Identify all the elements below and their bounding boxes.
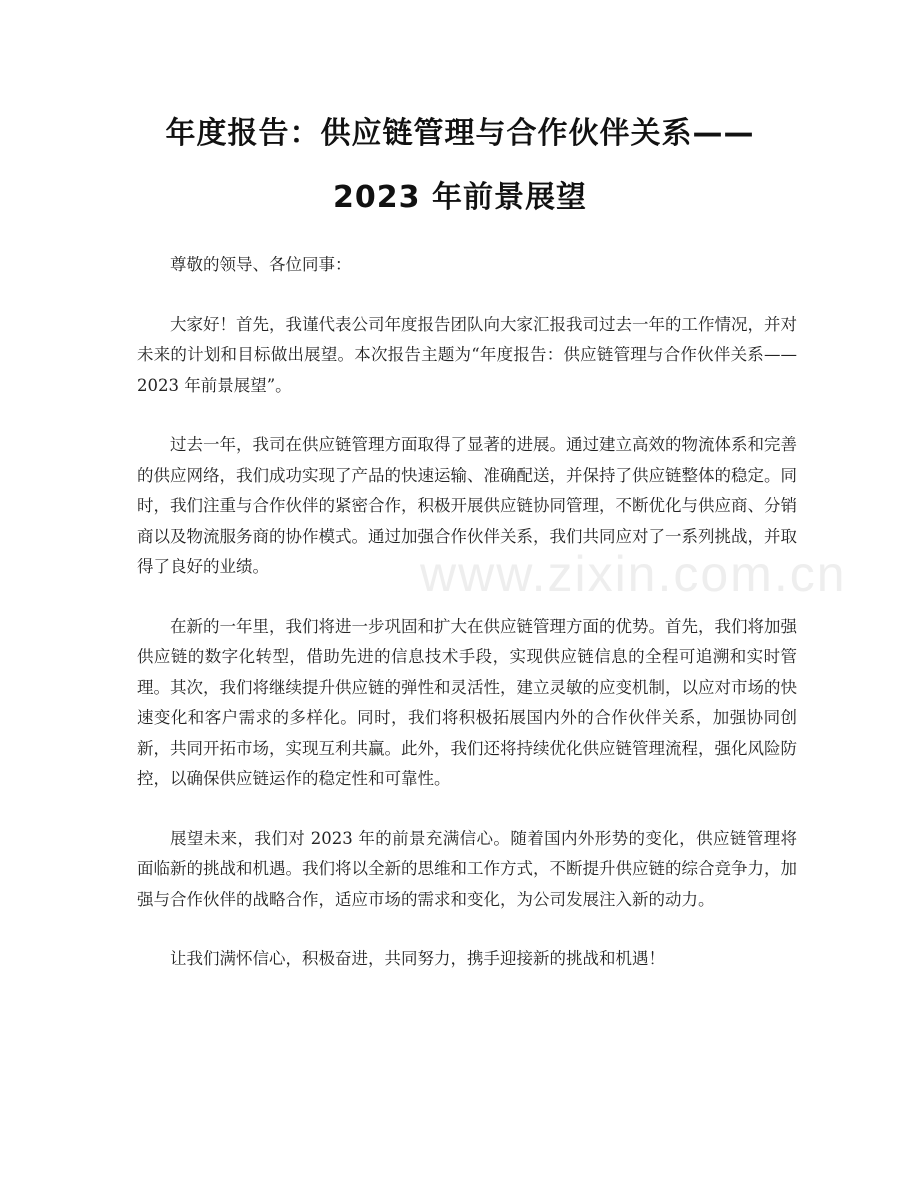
paragraph-past-year: 过去一年，我司在供应链管理方面取得了显著的进展。通过建立高效的物流体系和完善的供应网络，我们成功实现了产品的快速运输、准确配送，并保持了供应链整体的稳定。同时，我们注重与合作伙伴的紧密合作，积极开展供应链协同管理，不断优化与供应商、分销商以及物流服务商的协作模式。通过加强合作伙伴关系，我们共同应对了一系列挑战，并取得了良好的业绩。: [137, 435, 797, 576]
document-body: [137, 250, 797, 1004]
salutation: 尊敬的领导、各位同事：: [170, 255, 352, 274]
paragraph-new-year: 在新的一年里，我们将进一步巩固和扩大在供应链管理方面的优势。首先，我们将加强供应链的数字化转型，借助先进的信息技术手段，实现供应链信息的全程可追溯和实时管理。其次，我们将继续提升供应链的弹性和灵活性，建立灵敏的应变机制，以应对市场的快速变化和客户需求的多样化。同时，我们将积极拓展国内外的合作伙伴关系，加强协同创新，共同开拓市场，实现互利共赢。此外，我们还将持续优化供应链管理流程，强化风险防控，以确保供应链运作的稳定性和可靠性。: [137, 616, 797, 788]
paragraph-closing: 让我们满怀信心，积极奋进，共同努力，携手迎接新的挑战和机遇！: [170, 949, 665, 968]
paragraph-intro: 大家好！首先，我谨代表公司年度报告团队向大家汇报我司过去一年的工作情况，并对未来的计划和目标做出展望。本次报告主题为“年度报告：供应链管理与合作伙伴关系——2023 年前景展望”。: [137, 314, 797, 395]
document-title-line-2: 2023 年前景展望: [333, 180, 587, 215]
document-title-line-1: 年度报告：供应链管理与合作伙伴关系——: [165, 116, 755, 151]
paragraph-outlook: 展望未来，我们对 2023 年的前景充满信心。随着国内外形势的变化，供应链管理将面临新的挑战和机遇。我们将以全新的思维和工作方式，不断提升供应链的综合竞争力，加强与合作伙伴的战略合作，适应市场的需求和变化，为公司发展注入新的动力。: [137, 828, 797, 909]
watermark: www.zixin.com.cn: [420, 546, 847, 602]
